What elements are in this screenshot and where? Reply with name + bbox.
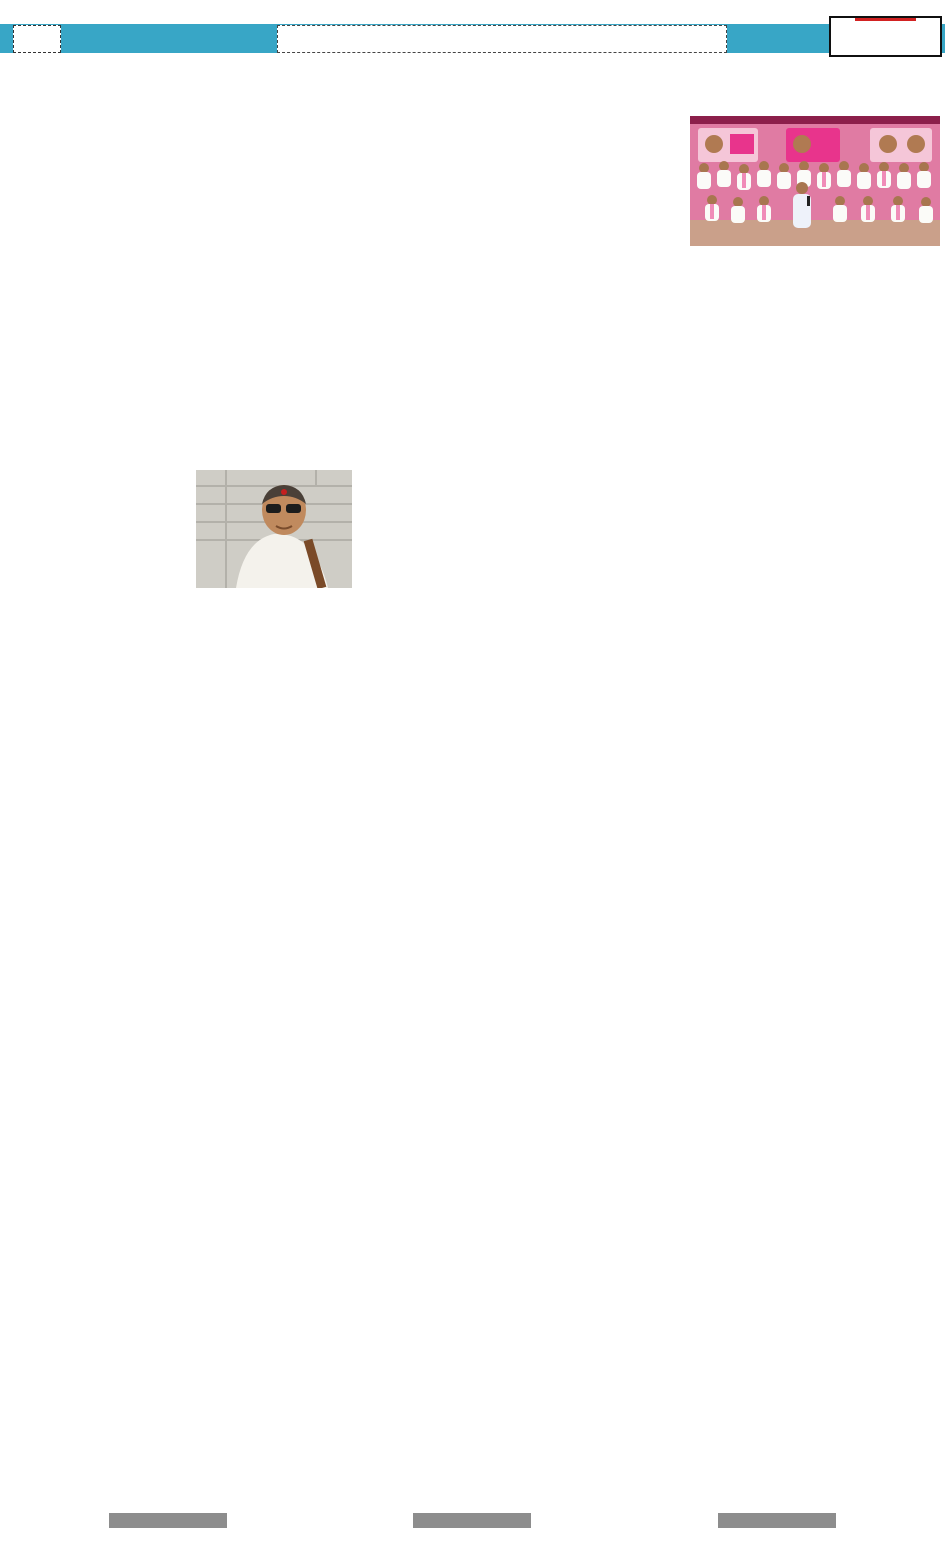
article-islamabad: [360, 523, 700, 829]
edition-date-strip: [277, 25, 727, 53]
gray-bar: [413, 1513, 531, 1528]
masthead-logo: [829, 16, 942, 57]
body-broker-col1: [20, 78, 180, 256]
article-dry-ration: [20, 737, 352, 1035]
body-islamabad-col2: [537, 533, 701, 785]
body-nadendla-col1: [20, 594, 180, 730]
body-ec-bjp-col1: [20, 1282, 180, 1438]
body-islamabad-col1: [360, 543, 524, 757]
body-200-col2: [508, 847, 643, 1105]
gray-bar: [718, 1513, 836, 1528]
body-kcr-col1: [362, 232, 528, 520]
page-number: [13, 25, 61, 53]
body-200-col1: [360, 857, 495, 1075]
body-dry-ration-col1: [20, 755, 180, 969]
body-broker-col2: [193, 70, 353, 368]
article-crop: [360, 1176, 616, 1512]
body-kcr-col2: [541, 118, 699, 520]
body-dry-ration-col2: [193, 745, 353, 997]
body-bengal-col1: [20, 1055, 180, 1197]
nadendla-portrait-illustration: [196, 470, 352, 588]
article-200-seats: [360, 833, 940, 1173]
article-ec-bjp: [20, 1266, 352, 1508]
gray-bar: [109, 1513, 227, 1528]
body-nadendla-col2: [192, 594, 352, 730]
body-bengal-col2: [193, 1045, 353, 1225]
article-police-escape: [622, 1176, 940, 1512]
photo-nadendla: [196, 470, 352, 588]
masthead-underline: [855, 18, 916, 21]
footer-color-strip: [0, 1508, 945, 1532]
article-broker: [20, 60, 352, 416]
body-police-col1: [622, 1192, 775, 1382]
body-ec-bjp-col2: [193, 1272, 353, 1466]
body-200-col3: [657, 847, 792, 1105]
photo-kcr-meeting: [690, 116, 940, 246]
article-nadendla: [20, 418, 352, 732]
kcr-meeting-illustration: [690, 116, 940, 246]
body-kcr-col3: [694, 254, 812, 810]
body-crop: [360, 1186, 616, 1364]
body-kcr-col4: [822, 254, 940, 810]
body-police-col2: [788, 1184, 941, 1476]
article-bengal: [20, 1039, 352, 1263]
body-200-col4: [805, 847, 940, 1105]
